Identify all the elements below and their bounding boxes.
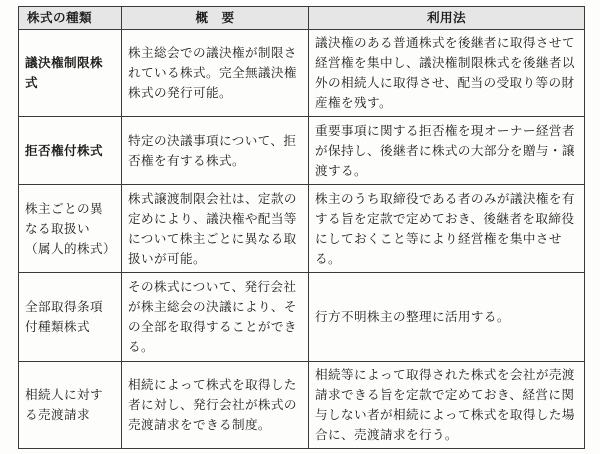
overview-cell: その株式について、発行会社が株主総会の決議により、その全部を取得することができる。 — [122, 273, 309, 362]
header-share-type: 株式の種類 — [19, 7, 122, 30]
overview-cell: 相続によって株式を取得した者に対し、発行会社が株式の売渡請求をできる制度。 — [122, 362, 309, 449]
usage-cell: 株主のうち取締役である者のみが議決権を有する旨を定款で定めておき、後継者を取締役にしておくこと等により経営権を集中させる。 — [309, 185, 585, 273]
share-type-cell: 拒否権付株式 — [19, 117, 122, 185]
overview-cell: 株主総会での議決権が制限されている株式。完全無議決権株式の発行可能。 — [122, 30, 309, 117]
share-types-table — [18, 6, 585, 449]
usage-cell: 議決権のある普通株式を後継者に取得させて経営権を集中し、議決権制限株式を後継者以外の相続人に取得させ、配当の受取り等の財産権を残す。 — [309, 30, 585, 117]
usage-cell: 相続等によって取得された株式を会社が売渡請求できる旨を定款で定めておき、経営に関与しない者が相続によって株式を取得した場合に、売渡請求を行う。 — [309, 362, 585, 449]
header-usage: 利用法 — [309, 7, 585, 30]
table-row — [19, 30, 585, 117]
share-type-cell: 議決権制限株式 — [19, 30, 122, 117]
usage-cell: 行方不明株主の整理に活用する。 — [309, 273, 585, 362]
table-row — [19, 185, 585, 273]
table-header — [19, 7, 585, 30]
usage-cell: 重要事項に関する拒否権を現オーナー経営者が保持し、後継者に株式の大部分を贈与・譲渡する。 — [309, 117, 585, 185]
overview-cell: 特定の決議事項について、拒否権を有する株式。 — [122, 117, 309, 185]
table-row — [19, 117, 585, 185]
share-type-cell: 株主ごとの異なる取扱い（属人的株式） — [19, 185, 122, 273]
overview-cell: 株式譲渡制限会社は、定款の定めにより、議決権や配当等について株主ごとに異なる取扱いが可能。 — [122, 185, 309, 273]
table-row — [19, 273, 585, 362]
share-type-cell: 相続人に対する売渡請求 — [19, 362, 122, 449]
table-row — [19, 362, 585, 449]
header-row — [19, 7, 585, 30]
header-overview: 概 要 — [122, 7, 309, 30]
share-type-cell: 全部取得条項付種類株式 — [19, 273, 122, 362]
